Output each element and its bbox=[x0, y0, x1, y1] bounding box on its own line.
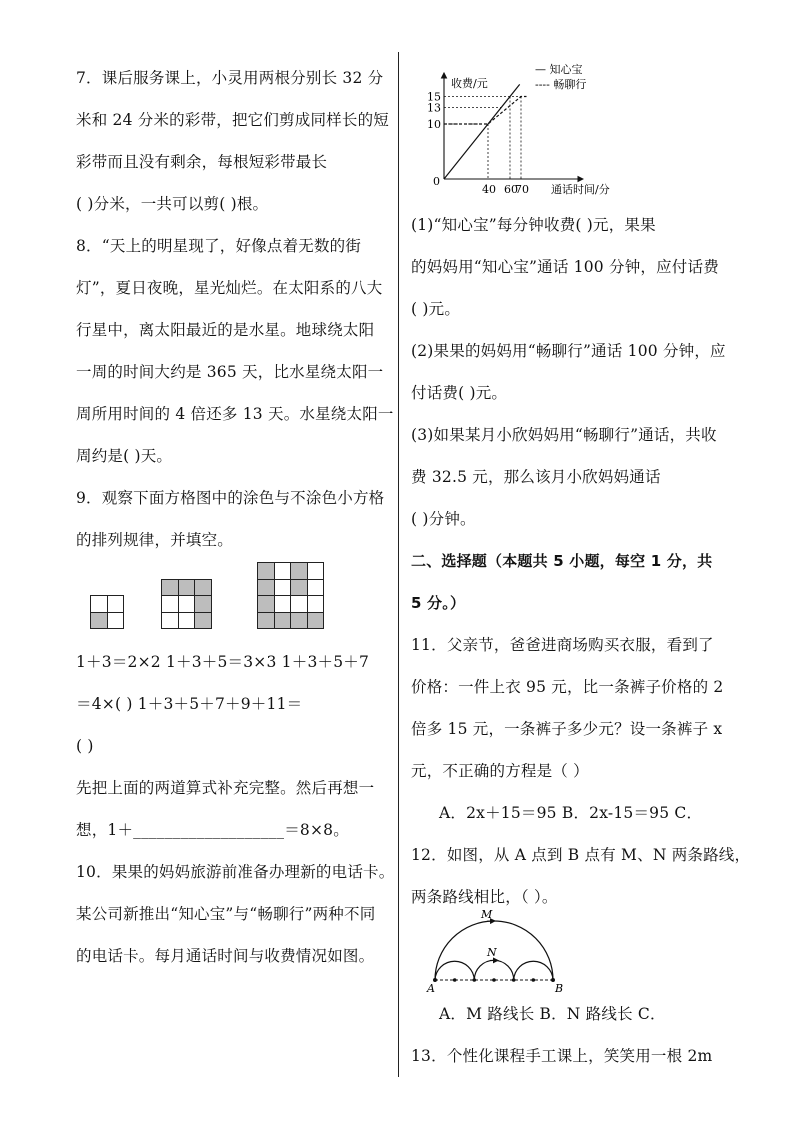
x-tick-label: 60 bbox=[504, 183, 518, 196]
grid-cell bbox=[290, 562, 308, 580]
grid-cell bbox=[257, 612, 275, 630]
q8-line-4: 一周的时间大约是 365 天，比水星绕太阳一 bbox=[76, 363, 384, 381]
route-n-arc-3 bbox=[514, 961, 553, 980]
label-b: B bbox=[555, 982, 564, 994]
q10-3-line-3: ( )分钟。 bbox=[411, 510, 476, 528]
guide-lines bbox=[444, 97, 527, 180]
q9-line-5: ( ) bbox=[76, 737, 94, 755]
q10-3-line-2: 费 32.5 元，那么该月小欣妈妈通话 bbox=[411, 468, 661, 486]
q8-line-5: 周所用时间的 4 倍还多 13 天。水星绕太阳一 bbox=[76, 405, 394, 423]
grid-cell bbox=[107, 612, 125, 630]
q10-3-line-1: (3)如果某月小欣妈妈用“畅聊行”通话，共收 bbox=[411, 426, 717, 444]
label-m: M bbox=[481, 908, 493, 921]
grid-cell bbox=[274, 579, 292, 597]
grid-cell bbox=[90, 612, 108, 630]
grid-cell bbox=[290, 595, 308, 613]
grid-cell bbox=[161, 579, 179, 597]
tick-labels bbox=[427, 91, 529, 197]
grid-cell bbox=[290, 579, 308, 597]
q10-1-line-3: ( )元。 bbox=[411, 300, 461, 318]
q7-line-1: 7．课后服务课上，小灵用两根分别长 32 分 bbox=[76, 69, 384, 87]
grid-cell bbox=[274, 612, 292, 630]
grid-cell bbox=[178, 579, 196, 597]
point-dot-4 bbox=[512, 978, 516, 982]
label-a: A bbox=[427, 982, 435, 994]
q9-line-6: 先把上面的两道算式补充完整。然后再想一 bbox=[76, 779, 375, 797]
q7-line-4: ( )分米，一共可以剪( )根。 bbox=[76, 195, 269, 213]
grid-cell bbox=[257, 562, 275, 580]
label-n: N bbox=[487, 946, 497, 959]
q13-line-1: 13．个性化课程手工课上，笑笑用一根 2m bbox=[411, 1047, 713, 1065]
q10-line-2: 某公司新推出“知心宝”与“畅聊行”两种不同 bbox=[76, 905, 376, 923]
grid-cell bbox=[178, 612, 196, 630]
q8-line-3: 行星中，离太阳最近的是水星。地球绕太阳 bbox=[76, 321, 375, 339]
q9-line-1: 9．观察下面方格图中的涂色与不涂色小方格 bbox=[76, 489, 385, 507]
grid-cell bbox=[274, 562, 292, 580]
q12-line-2: 两条路线相比，（ ）。 bbox=[411, 888, 558, 906]
grid-cell bbox=[194, 595, 212, 613]
series-line-changliaoxing bbox=[444, 97, 527, 125]
q11-line-3: 倍多 15 元，一条裤子多少元？设一条裤子 x bbox=[411, 720, 723, 738]
grid-figure bbox=[161, 579, 211, 629]
grid-cell bbox=[290, 612, 308, 630]
q11-line-1: 11．父亲节，爸爸进商场购买衣服，看到了 bbox=[411, 636, 714, 654]
grid-cell bbox=[274, 595, 292, 613]
q10-2-line-1: (2)果果的妈妈用“畅聊行”通话 100 分钟，应 bbox=[411, 342, 726, 360]
q8-line-1: 8．“天上的明星现了，好像点着无数的街 bbox=[76, 237, 362, 255]
grid-cell bbox=[107, 595, 125, 613]
q7-line-3: 彩带而且没有剩余，每根短彩带最长 bbox=[76, 153, 328, 171]
q12-options: A．M 路线长 B．N 路线长 C． bbox=[439, 1005, 666, 1023]
point-dot-5 bbox=[532, 978, 536, 982]
y-tick-label: 15 bbox=[427, 90, 441, 104]
route-n-arc-2 bbox=[474, 960, 513, 980]
grid-figure bbox=[90, 595, 123, 628]
q10-1-line-2: 的妈妈用“知心宝”通话 100 分钟，应付话费 bbox=[411, 258, 719, 276]
route-figure bbox=[425, 906, 575, 994]
q12-line-1: 12．如图，从 A 点到 B 点有 M、N 两条路线， bbox=[411, 846, 751, 864]
grid-cell bbox=[307, 612, 325, 630]
y-tick-label: 10 bbox=[427, 118, 441, 131]
q10-line-1: 10．果果的妈妈旅游前准备办理新的电话卡。 bbox=[76, 863, 395, 881]
q7-line-2: 米和 24 分米的彩带，把它们剪成同样长的短 bbox=[76, 111, 389, 129]
grid-cell bbox=[307, 562, 325, 580]
q10-2-line-2: 付话费( )元。 bbox=[411, 384, 508, 402]
point-dot-1 bbox=[453, 978, 457, 982]
grid-cell bbox=[90, 595, 108, 613]
x-tick-label: 70 bbox=[515, 183, 529, 196]
grid-figure bbox=[257, 562, 323, 628]
q10-1-line-1: (1)“知心宝”每分钟收费( )元，果果 bbox=[411, 216, 656, 234]
phone-fee-chart bbox=[411, 55, 631, 200]
grid-cell bbox=[257, 595, 275, 613]
section-2-heading-cont: 5 分。） bbox=[411, 594, 466, 612]
q9-line-4: ＝4×( ) 1＋3＋5＋7＋9＋11＝ bbox=[76, 695, 303, 713]
q11-line-4: 元，不正确的方程是（ ） bbox=[411, 762, 589, 780]
grid-cell bbox=[178, 595, 196, 613]
x-axis-label: 通话时间/分 bbox=[551, 183, 610, 196]
grid-cell bbox=[194, 612, 212, 630]
route-n-arc-1 bbox=[435, 961, 474, 980]
section-2-heading: 二、选择题（本题共 5 小题，每空 1 分，共 bbox=[411, 552, 713, 570]
origin-label: 0 bbox=[433, 175, 440, 188]
point-dot-3 bbox=[492, 978, 496, 982]
grid-cell bbox=[257, 579, 275, 597]
q11-options: A．2x＋15＝95 B．2x-15＝95 C． bbox=[439, 804, 703, 822]
q11-line-2: 价格：一件上衣 95 元，比一条裤子价格的 2 bbox=[411, 678, 724, 696]
grid-cell bbox=[307, 595, 325, 613]
q8-line-2: 灯”，夏日夜晚，星光灿烂。在太阳系的八大 bbox=[76, 279, 383, 297]
legend-entry-zhixinbao: — 知心宝 bbox=[535, 63, 583, 76]
y-axis-label: 收费/元 bbox=[451, 77, 488, 90]
x-tick-label: 40 bbox=[482, 183, 496, 196]
q8-line-6: 周约是( )天。 bbox=[76, 447, 173, 465]
q10-line-3: 的电话卡。每月通话时间与收费情况如图。 bbox=[76, 947, 375, 965]
y-tick-label: 13 bbox=[427, 101, 441, 115]
grid-cell bbox=[194, 579, 212, 597]
q9-line-2: 的排列规律，并填空。 bbox=[76, 531, 234, 549]
q9-line-3: 1＋3＝2×2 1＋3＋5＝3×3 1＋3＋5＋7 bbox=[76, 653, 370, 671]
series-lines bbox=[444, 84, 527, 179]
grid-cell bbox=[161, 612, 179, 630]
point-dot-2 bbox=[473, 978, 477, 982]
q9-line-7: 想，1＋___________________＝8×8。 bbox=[76, 821, 349, 839]
legend-entry-changliaoxing: ---- 畅聊行 bbox=[535, 78, 587, 91]
column-divider bbox=[398, 52, 399, 1077]
grid-cell bbox=[307, 579, 325, 597]
series-line-zhixinbao bbox=[444, 84, 520, 179]
grid-cell bbox=[161, 595, 179, 613]
